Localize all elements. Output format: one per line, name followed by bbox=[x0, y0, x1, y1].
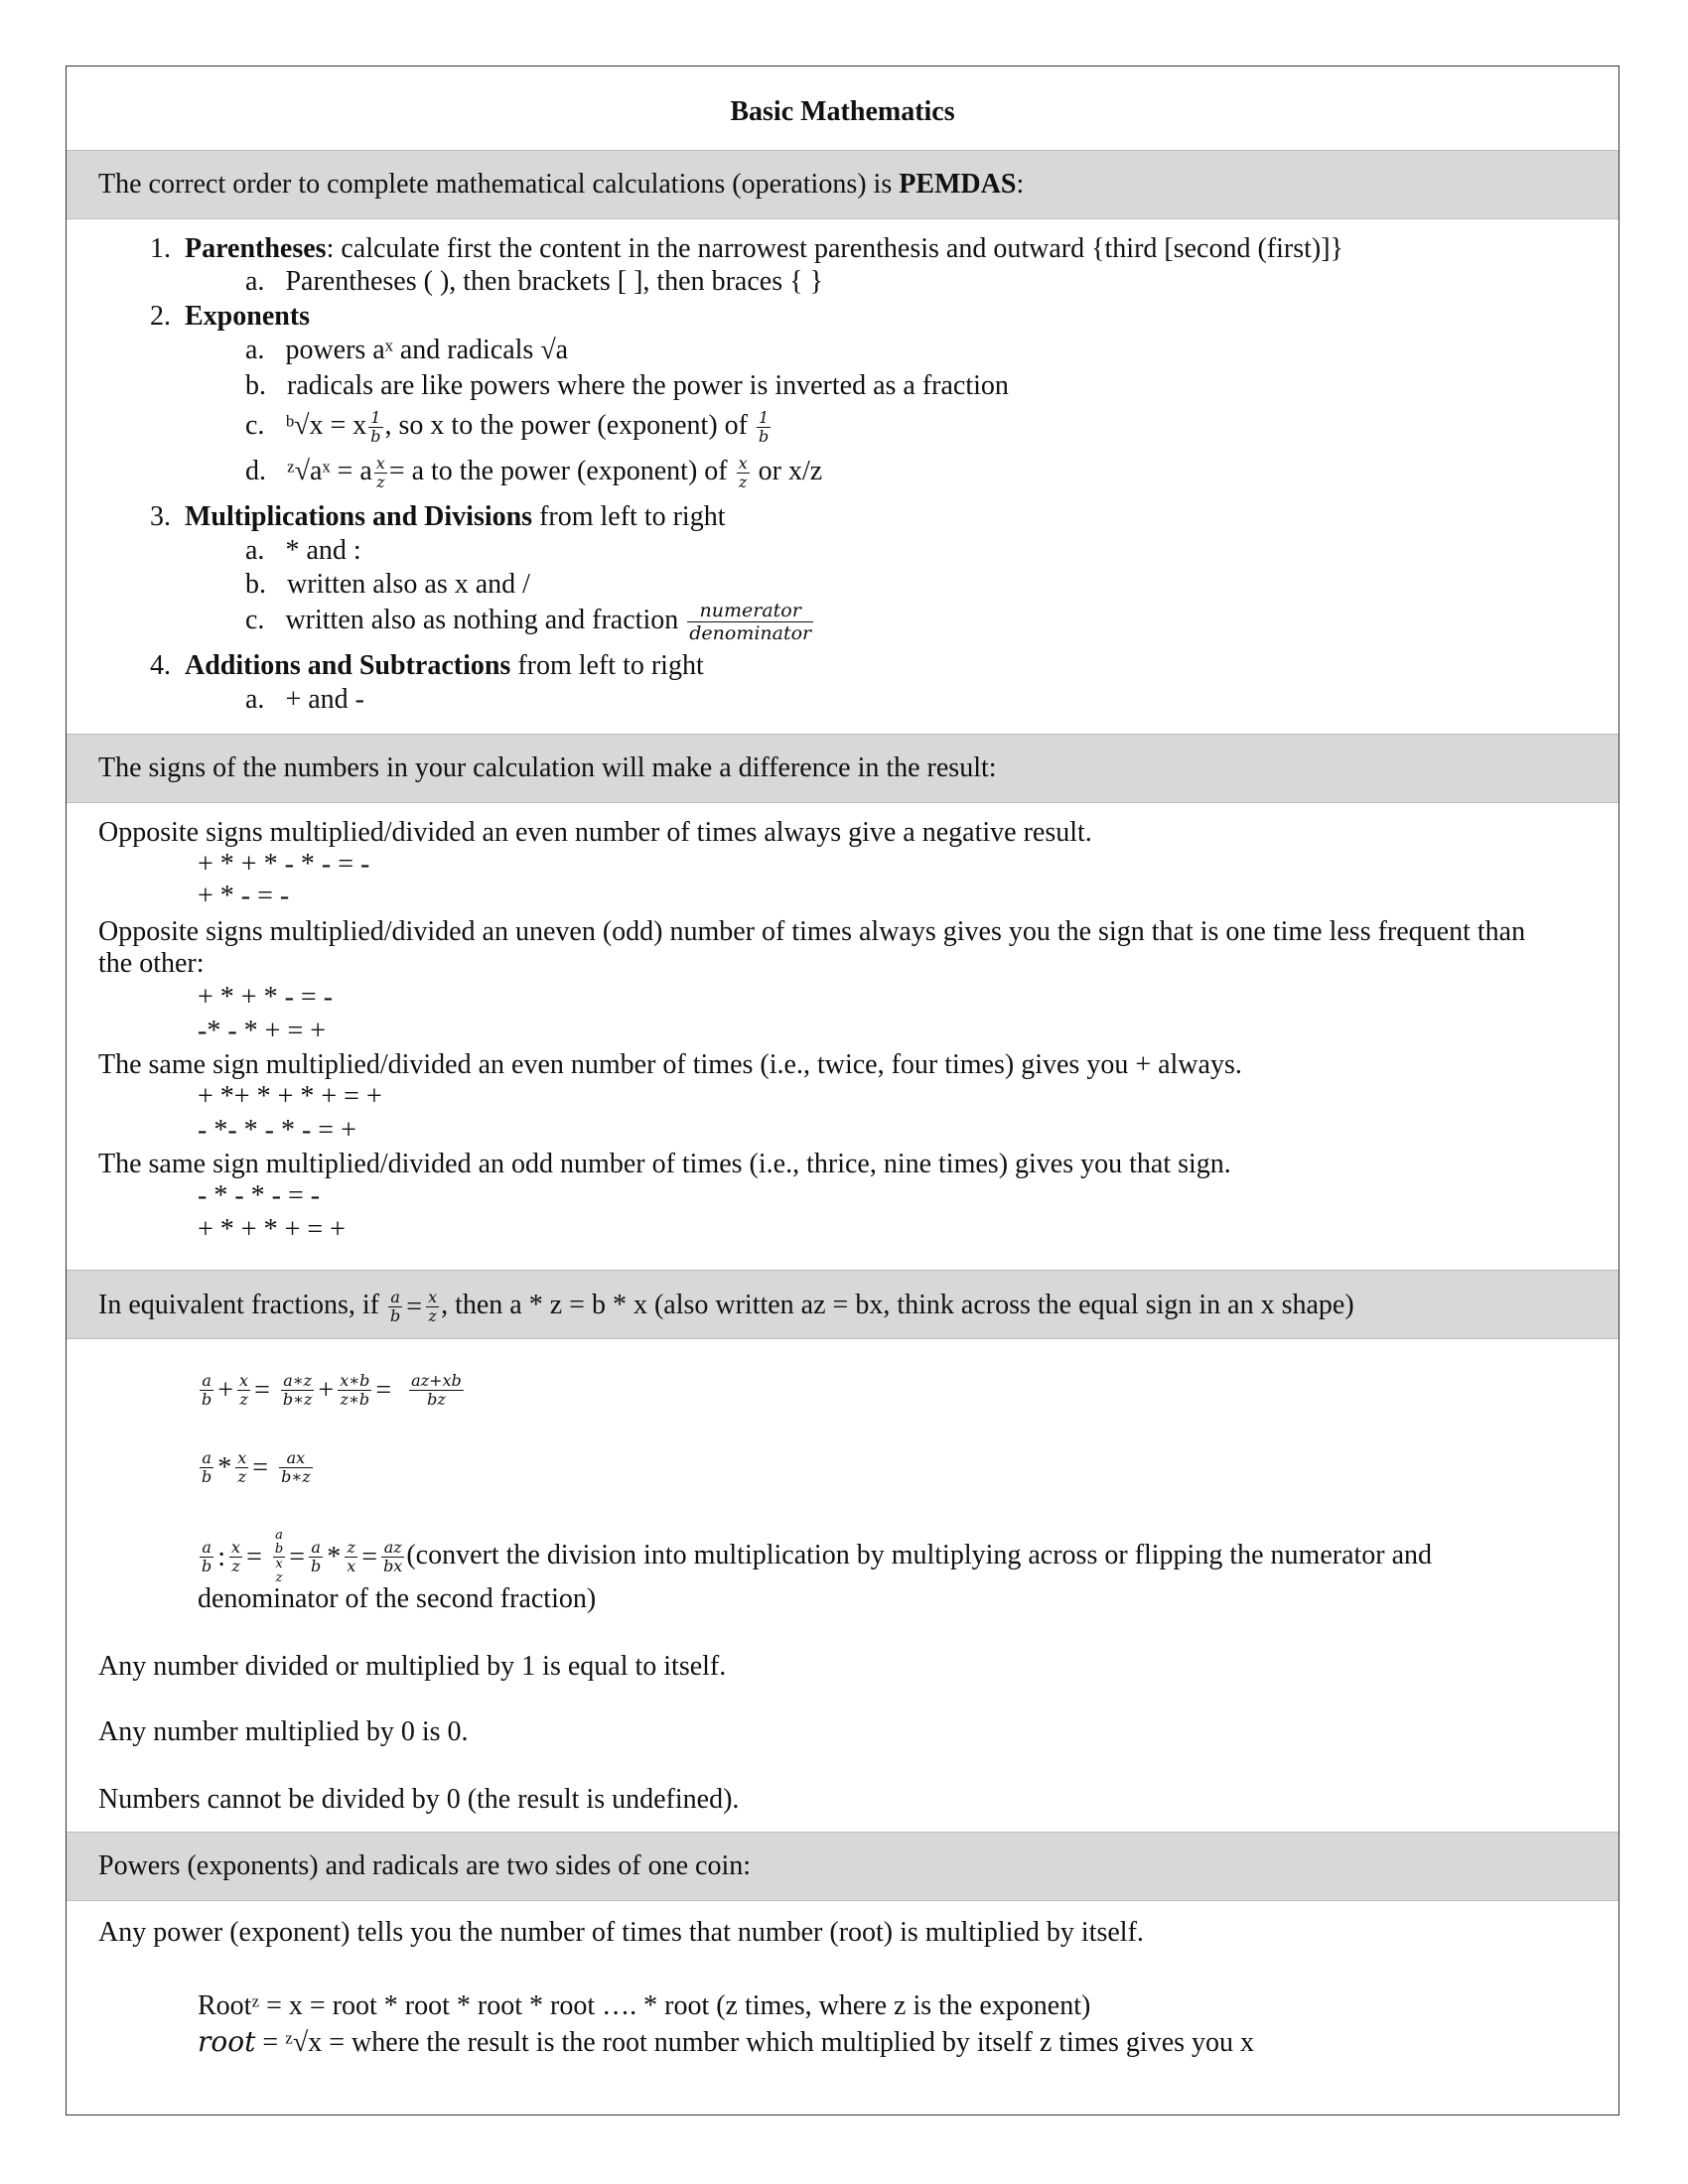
item-2c bbox=[245, 402, 773, 450]
item-3-number: 3. bbox=[150, 501, 171, 532]
signs-p1-example-2: + * - = - bbox=[198, 881, 290, 911]
letter-c: c. bbox=[245, 605, 265, 635]
signs-p2-line-1: Opposite signs multiplied/divided an uneven (odd) number of times always gives you the sign that is one time less frequent than bbox=[98, 916, 1526, 947]
item-3c bbox=[245, 595, 815, 646]
signs-p1-example-1: + * + * - * - = - bbox=[198, 849, 370, 880]
signs-p2-example-1: + * + * - = - bbox=[198, 982, 334, 1013]
item-2-number: 2. bbox=[150, 301, 171, 332]
item-1a-text: Parentheses ( ), then brackets [ ], then braces { } bbox=[285, 266, 823, 297]
item-3 bbox=[150, 501, 726, 533]
signs-p3-example-2: - *- * - * - = + bbox=[198, 1115, 356, 1146]
signs-p1: Opposite signs multiplied/divided an even number of times always give a negative result. bbox=[98, 817, 1092, 848]
rule-zero-divide: Numbers cannot be divided by 0 (the result is undefined). bbox=[98, 1784, 740, 1815]
radical-z-x: = ᶻ√x bbox=[255, 2027, 323, 2058]
page-frame bbox=[66, 66, 1619, 2116]
item-1-text: : calculate first the content in the narrowest parenthesis and outward {third [second (first)]} bbox=[326, 233, 1343, 264]
radical-expression: ᶻ√aˣ = a bbox=[287, 456, 372, 486]
letter-c: c. bbox=[245, 410, 265, 441]
page-title: Basic Mathematics bbox=[730, 96, 955, 127]
item-4a-text: + and - bbox=[285, 684, 364, 715]
letter-a: a. bbox=[245, 684, 265, 715]
fraction-x-over-z: $\frac{x}{z}$ bbox=[738, 454, 748, 492]
item-1-title: Parentheses bbox=[185, 233, 327, 264]
rule-one: Any number divided or multiplied by 1 is equal to itself. bbox=[98, 1651, 727, 1682]
item-2 bbox=[150, 301, 310, 333]
pemdas-word: PEMDAS bbox=[899, 169, 1017, 200]
fraction-sum: $\frac{az+xb}{bz}$ bbox=[411, 1371, 462, 1410]
fraction-z-over-x: $\frac{z}{x}$ bbox=[347, 1538, 356, 1576]
item-3c-text: written also as nothing and fraction bbox=[285, 605, 679, 635]
item-4a bbox=[245, 684, 364, 716]
signs-p4-example-1: - * - * - = - bbox=[198, 1180, 321, 1211]
letter-a: a. bbox=[245, 266, 265, 297]
fraction-x-over-z: $\frac{x}{z}$ bbox=[428, 1288, 438, 1326]
item-4-title: Additions and Subtractions bbox=[185, 650, 511, 681]
signs-p2-line-2: the other: bbox=[98, 948, 205, 979]
fraction-az-over-bz: $\frac{a∗z}{b∗z}$ bbox=[282, 1371, 313, 1410]
complex-fraction: a b x z bbox=[274, 1528, 284, 1586]
item-2a bbox=[245, 335, 568, 366]
signs-p4: The same sign multiplied/divided an odd number of times (i.e., thrice, nine times) gives you that sign. bbox=[98, 1149, 1231, 1179]
fraction-1-over-b: $\frac{1}{b}$ bbox=[370, 408, 381, 447]
fractions-header-rule: , then a * z = b * x (also written az = bx, think across the equal sign in an x shape) bbox=[441, 1290, 1354, 1320]
fraction-x-over-z: $\frac{x}{z}$ bbox=[375, 454, 385, 492]
fraction-1-over-b: $\frac{1}{b}$ bbox=[758, 408, 770, 447]
item-2d bbox=[245, 448, 822, 495]
powers-line-1: Rootᶻ = x = root * root * root * root …. * root (z times, where z is the exponent) bbox=[198, 1990, 1091, 2021]
fraction-numerator-denominator: $\frac{\text{numerator}}{\text{denominator}}$ bbox=[689, 600, 812, 645]
item-3b-text: written also as x and / bbox=[287, 569, 530, 600]
item-2d-text: = a to the power (exponent) of bbox=[388, 456, 728, 486]
item-3-title: Multiplications and Divisions bbox=[185, 501, 533, 532]
multiplication-equation: $\frac{a}{b}$ * $\frac{x}{z}$ = $\frac{ax}{b∗z}$ bbox=[202, 1448, 311, 1487]
item-2b-text: radicals are like powers where the power is inverted as a fraction bbox=[287, 370, 1009, 401]
fraction-a-over-b: $\frac{a}{b}$ bbox=[202, 1371, 212, 1410]
division-explanation-2: denominator of the second fraction) bbox=[198, 1583, 597, 1614]
letter-a: a. bbox=[245, 335, 265, 365]
fraction-a-over-b: $\frac{a}{b}$ bbox=[202, 1448, 212, 1487]
item-2c-text: , so x to the power (exponent) of bbox=[384, 410, 748, 441]
letter-d: d. bbox=[245, 456, 266, 486]
signs-p3-example-1: + *+ * + * + = + bbox=[198, 1081, 382, 1112]
fraction-ax-over-bz: $\frac{ax}{b∗z}$ bbox=[281, 1448, 311, 1487]
item-4-number: 4. bbox=[150, 650, 171, 681]
item-4 bbox=[150, 650, 704, 682]
root-word: root bbox=[198, 2025, 256, 2058]
signs-header: The signs of the numbers in your calculation will make a difference in the result: bbox=[67, 734, 1618, 803]
pemdas-header bbox=[67, 150, 1618, 219]
root-expression: ᵇ√x = x bbox=[285, 410, 367, 441]
powers-header: Powers (exponents) and radicals are two sides of one coin: bbox=[67, 1832, 1618, 1901]
item-2d-text-2: or x/z bbox=[758, 456, 823, 486]
rule-zero-multiply: Any number multiplied by 0 is 0. bbox=[98, 1716, 469, 1747]
item-2b bbox=[245, 370, 1009, 402]
division-equation: $\frac{a}{b}$ : $\frac{x}{z}$ = a b x z = $\frac{a}{b}$ * $\frac{z}{x}$ = $\frac{az}{bx}$ (convert the division into multiplication by multiplying across or flipping the numerator and bbox=[202, 1528, 1433, 1586]
division-explanation: (convert the division into multiplication by multiplying across or flipping the numerator and bbox=[406, 1540, 1433, 1570]
signs-p3: The same sign multiplied/divided an even number of times (i.e., twice, four times) gives you + always. bbox=[98, 1049, 1242, 1080]
item-4-text: from left to right bbox=[510, 650, 704, 681]
item-3-text: from left to right bbox=[532, 501, 726, 532]
fraction-a-over-b: $\frac{a}{b}$ bbox=[202, 1538, 212, 1576]
letter-a: a. bbox=[245, 535, 265, 566]
powers-line-2-text: = where the result is the root number which multiplied by itself z times gives you x bbox=[322, 2027, 1255, 2058]
item-2-title: Exponents bbox=[185, 301, 311, 332]
letter-b: b. bbox=[245, 569, 266, 600]
pemdas-colon: : bbox=[1016, 169, 1025, 200]
item-1 bbox=[150, 233, 1343, 265]
signs-p4-example-2: + * + * + = + bbox=[198, 1214, 346, 1245]
item-1a bbox=[245, 266, 823, 298]
item-2a-text: powers aˣ and radicals √a bbox=[285, 335, 569, 365]
fraction-x-over-z: $\frac{x}{z}$ bbox=[239, 1371, 249, 1410]
powers-line-2 bbox=[198, 2026, 1254, 2059]
item-1-number: 1. bbox=[150, 233, 171, 264]
powers-p1: Any power (exponent) tells you the number of times that number (root) is multiplied by itself. bbox=[98, 1917, 1144, 1948]
fraction-x-over-z: $\frac{x}{z}$ bbox=[231, 1538, 241, 1576]
fraction-a-over-b: $\frac{a}{b}$ bbox=[390, 1288, 401, 1326]
fractions-header: In equivalent fractions, if $\frac{a}{b}$ = $\frac{x}{z}$ , then a * z = b * x (also written az = bx, think across the equal sign in an x shape) bbox=[67, 1270, 1618, 1339]
fraction-x-over-z: $\frac{x}{z}$ bbox=[237, 1448, 247, 1487]
item-3a-text: * and : bbox=[285, 535, 361, 566]
addition-equation: $\frac{a}{b}$ + $\frac{x}{z}$ = $\frac{a∗z}{b∗z}$ + $\frac{x∗b}{z∗b}$ = $\frac{az+xb}{bz}$ bbox=[202, 1371, 462, 1410]
item-3a bbox=[245, 535, 361, 567]
signs-p2-example-2: -* - * + = + bbox=[198, 1016, 327, 1046]
letter-b: b. bbox=[245, 370, 266, 401]
pemdas-header-text: The correct order to complete mathematical calculations (operations) is bbox=[98, 169, 900, 200]
fractions-header-text: In equivalent fractions, if bbox=[98, 1290, 380, 1320]
fraction-a-over-b: $\frac{a}{b}$ bbox=[310, 1538, 322, 1576]
fraction-xb-over-zb: $\frac{x∗b}{z∗b}$ bbox=[340, 1371, 370, 1410]
fraction-az-over-bx: $\frac{az}{bx}$ bbox=[383, 1538, 403, 1576]
